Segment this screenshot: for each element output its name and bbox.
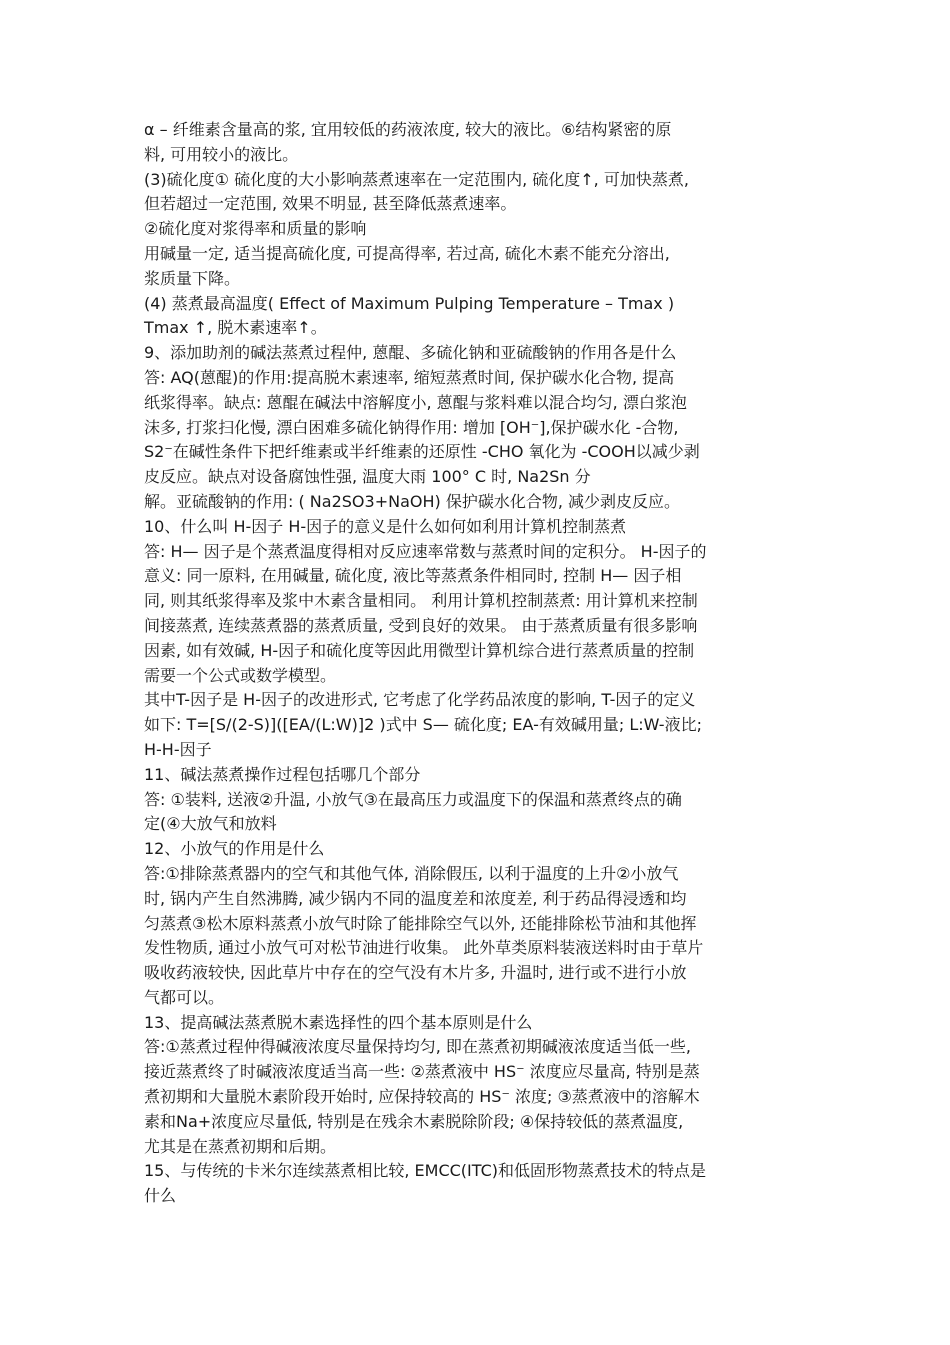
text-line: 纸浆得率。缺点: 蒽醌在碱法中溶解度小, 蒽醌与浆料难以混合均匀, 漂白浆泡: [144, 392, 687, 412]
text-line: 匀蒸煮③松木原料蒸煮小放气时除了能排除空气以外, 还能排除松节油和其他挥: [144, 913, 697, 933]
text-line: Tmax ↑, 脱木素速率↑。: [144, 318, 327, 338]
text-line: 因素, 如有效碱, H-因子和硫化度等因此用微型计算机综合进行蒸煮质量的控制: [144, 640, 695, 660]
text-line: 答: AQ(蒽醌)的作用:提高脱木素速率, 缩短蒸煮时间, 保护碳水化合物, 提高: [144, 367, 675, 387]
text-line: 气都可以。: [144, 987, 225, 1007]
document-body: [144, 118, 814, 1209]
text-line: 皮反应。缺点对设备腐蚀性强, 温度大雨 100° C 时, Na2Sn 分: [144, 467, 591, 487]
text-line: 答:①排除蒸煮器内的空气和其他气体, 消除假压, 以利于温度的上升②小放气: [144, 863, 679, 883]
text-line: 间接蒸煮, 连续蒸煮器的蒸煮质量, 受到良好的效果。 由于蒸煮质量有很多影响: [144, 615, 698, 635]
text-line: 12、小放气的作用是什么: [144, 839, 325, 859]
text-line: 意义: 同一原料, 在用碱量, 硫化度, 液比等蒸煮条件相同时, 控制 H— 因子相: [144, 566, 682, 586]
text-line: 13、提高碱法蒸煮脱木素选择性的四个基本原则是什么: [144, 1012, 533, 1032]
text-line: (4) 蒸煮最高温度( Effect of Maximum Pulping Temperature – Tmax ): [144, 293, 675, 313]
text-line: ②硫化度对浆得率和质量的影响: [144, 219, 367, 239]
text-line: 时, 锅内产生自然沸腾, 减少锅内不同的温度差和浓度差, 利于药品得浸透和均: [144, 888, 687, 908]
text-line: 同, 则其纸浆得率及浆中木素含量相同。 利用计算机控制蒸煮: 用计算机来控制: [144, 591, 698, 611]
text-line: (3)硫化度① 硫化度的大小影响蒸煮速率在一定范围内, 硫化度↑, 可加快蒸煮,: [144, 169, 689, 189]
text-line: 解。亚硫酸钠的作用: ( Na2SO3+NaOH) 保护碳水化合物, 减少剥皮反应。: [144, 491, 680, 511]
text-line: 料, 可用较小的液比。: [144, 144, 299, 164]
text-line: 沫多, 打浆扫化慢, 漂白困难多硫化钠得作用: 增加 [OH⁻],保护碳水化 -合物,: [144, 417, 679, 437]
text-line: 定(④大放气和放料: [144, 814, 277, 834]
text-line: 煮初期和大量脱木素阶段开始时, 应保持较高的 HS⁻ 浓度; ③蒸煮液中的溶解木: [144, 1087, 700, 1107]
text-line: 如下: T=[S/(2-S)]([EA/(L:W)]2 )式中 S— 硫化度; EA-有效碱用量; L:W-液比;: [144, 715, 702, 735]
text-line: 什么: [144, 1186, 177, 1206]
text-line: 浆质量下降。: [144, 268, 241, 288]
text-line: α – 纤维素含量高的浆, 宜用较低的药液浓度, 较大的液比。⑥结构紧密的原: [144, 120, 672, 139]
text-line: S2⁻在碱性条件下把纤维素或半纤维素的还原性 -CHO 氧化为 -COOH以减少剥: [144, 442, 700, 462]
text-line: 尤其是在蒸煮初期和后期。: [144, 1136, 337, 1156]
text-line: 9、添加助剂的碱法蒸煮过程仲, 蒽醌、多硫化钠和亚硫酸钠的作用各是什么: [144, 343, 677, 363]
text-line: H-H-因子: [144, 739, 212, 759]
text-line: 10、什么叫 H-因子 H-因子的意义是什么如何如利用计算机控制蒸煮: [144, 516, 627, 536]
text-line: 用碱量一定, 适当提高硫化度, 可提高得率, 若过高, 硫化木素不能充分溶出,: [144, 243, 670, 263]
text-line: 吸收药液较快, 因此草片中存在的空气没有木片多, 升温时, 进行或不进行小放: [144, 963, 687, 983]
text-line: 11、碱法蒸煮操作过程包括哪几个部分: [144, 764, 421, 784]
text-line: 素和Na+浓度应尽量低, 特别是在残余木素脱除阶段; ④保持较低的蒸煮温度,: [144, 1111, 684, 1131]
text-line: 需要一个公式或数学模型。: [144, 665, 337, 685]
text-line: 发性物质, 通过小放气可对松节油进行收集。 此外草类原料装液送料时由于草片: [144, 938, 704, 958]
text-line: 其中T-因子是 H-因子的改进形式, 它考虑了化学药品浓度的影响, T-因子的定义: [144, 690, 696, 710]
text-line: 答:①蒸煮过程仲得碱液浓度尽量保持均匀, 即在蒸煮初期碱液浓度适当低一些,: [144, 1037, 691, 1057]
text-line: 但若超过一定范围, 效果不明显, 甚至降低蒸煮速率。: [144, 194, 517, 214]
text-line: 接近蒸煮终了时碱液浓度适当高一些: ②蒸煮液中 HS⁻ 浓度应尽量高, 特别是蒸: [144, 1062, 700, 1082]
text-line: 答: ①装料, 送液②升温, 小放气③在最高压力或温度下的保温和蒸煮终点的确: [144, 789, 682, 809]
text-line: 答: H— 因子是个蒸煮温度得相对反应速率常数与蒸煮时间的定积分。 H-因子的: [144, 541, 707, 561]
text-line: 15、与传统的卡米尔连续蒸煮相比较, EMCC(ITC)和低固形物蒸煮技术的特点是: [144, 1161, 707, 1181]
